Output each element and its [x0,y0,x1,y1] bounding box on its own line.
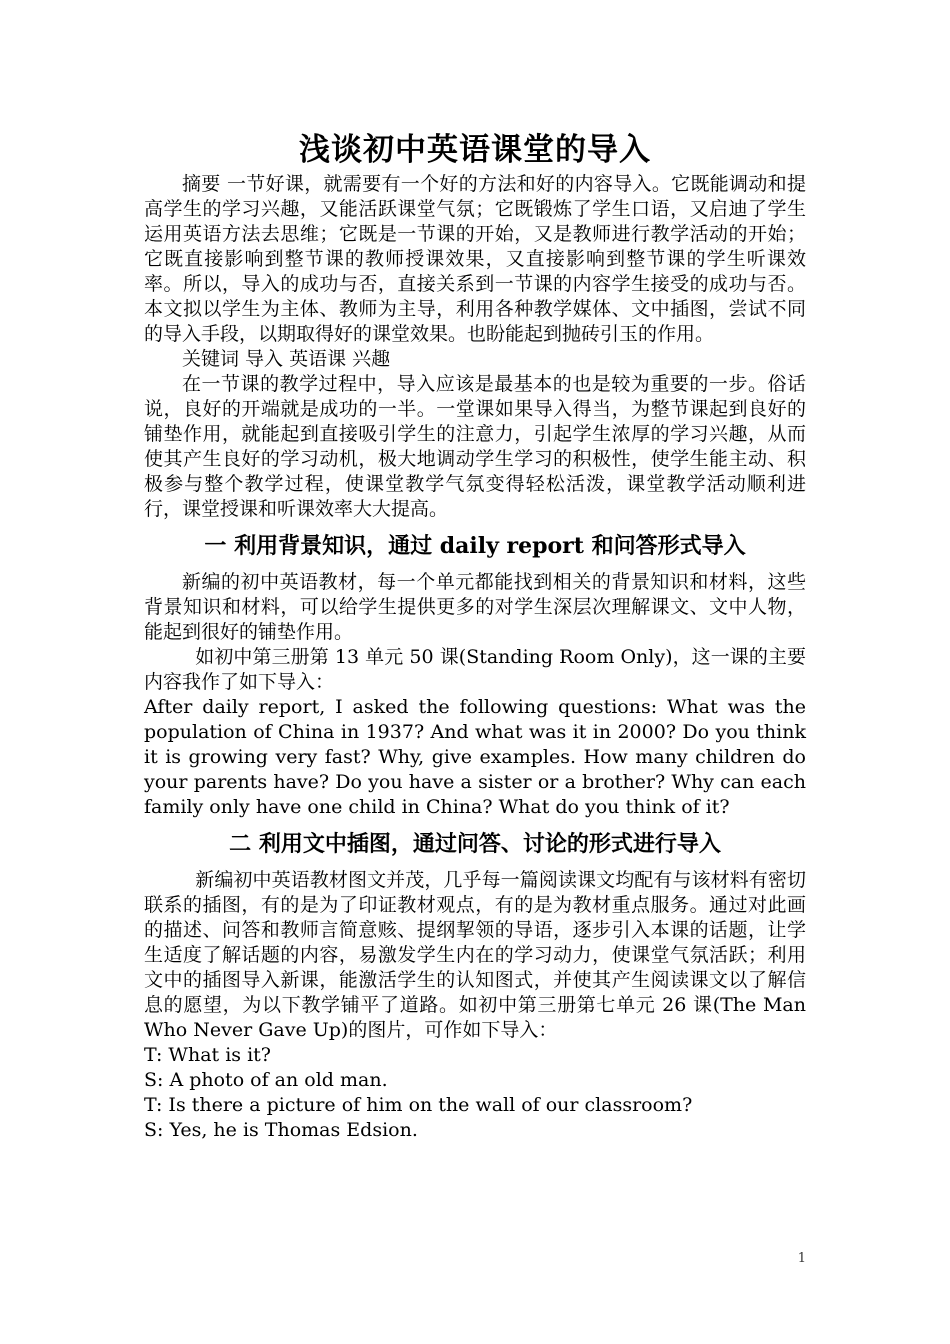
keywords-line: 关键词 导入 英语课 兴趣 [182,348,391,370]
section-1-paragraph-2: 如初中第三册第 13 单元 50 课(Standing Room Only)，这一课的主要内容我作了如下导入： [144,646,806,693]
section-1-paragraph-1: 新编的初中英语教材，每一个单元都能找到相关的背景知识和材料，这些背景知识和材料，可以给学生提供更多的对学生深层次理解课文、文中人物，能起到很好的铺垫作用。 [144,571,806,643]
dialog-line: T: Is there a picture of him on the wall of our classroom? [144,1094,693,1116]
dialog-line: T: What is it? [144,1044,271,1066]
page-number: 1 [797,1251,806,1266]
section-1-paragraph-3: After daily report, I asked the following questions: What was the population of China in 1937? And what was it in 2000? Do you think it is growing very fast? Why, give examples. How many children do your parents have? Do you have a sister or a brother? Why can each family only have one child in China? What do you think of it? [144,696,806,818]
dialog-block [144,1043,806,1143]
intro-paragraph: 在一节课的教学过程中，导入应该是最基本的也是较为重要的一步。俗话说，良好的开端就是成功的一半。一堂课如果导入得当，为整节课起到良好的铺垫作用，就能起到直接吸引学生的注意力，引起学生浓厚的学习兴趣，从而使其产生良好的学习动机，极大地调动学生学习的积极性，使学生能主动、积极参与整个教学过程，使课堂教学气氛变得轻松活泼，课堂教学活动顺利进行，课堂授课和听课效率大大提高。 [144,373,806,520]
document-title: 浅谈初中英语课堂的导入 [299,132,651,168]
document-page [144,128,806,1143]
section-2-paragraph-1: 新编初中英语教材图文并茂，几乎每一篇阅读课文均配有与该材料有密切联系的插图，有的是为了印证教材观点，有的是为教材重点服务。通过对此画的描述、问答和教师言简意赅、提纲挈领的导语，逐步引入本课的话题，让学生适度了解话题的内容，易激发学生内在的学习动力，使课堂气氛活跃；利用文中的插图导入新课，能激活学生的认知图式，并使其产生阅读课文以了解信息的愿望，为以下教学铺平了道路。如初中第三册第七单元 26 课(The Man Who Never Gave Up)的图片，可作如下导入： [144,869,806,1041]
section-2-heading: 二 利用文中插图，通过问答、讨论的形式进行导入 [229,831,721,857]
dialog-line: S: Yes, he is Thomas Edsion. [144,1119,418,1141]
dialog-line: S: A photo of an old man. [144,1069,388,1091]
abstract-paragraph: 摘要 一节好课，就需要有一个好的方法和好的内容导入。它既能调动和提高学生的学习兴趣，又能活跃课堂气氛；它既锻炼了学生口语，又启迪了学生运用英语方法去思维；它既是一节课的开始，又是教师进行教学活动的开始；它既直接影响到整节课的教师授课效果，又直接影响到整节课的学生听课效率。所以，导入的成功与否，直接关系到一节课的内容学生接受的成功与否。本文拟以学生为主体、教师为主导，利用各种教学媒体、文中插图，尝试不同的导入手段，以期取得好的课堂效果。也盼能起到抛砖引玉的作用。 [144,173,806,345]
section-1-heading: 一 利用背景知识，通过 daily report 和问答形式导入 [204,533,746,559]
